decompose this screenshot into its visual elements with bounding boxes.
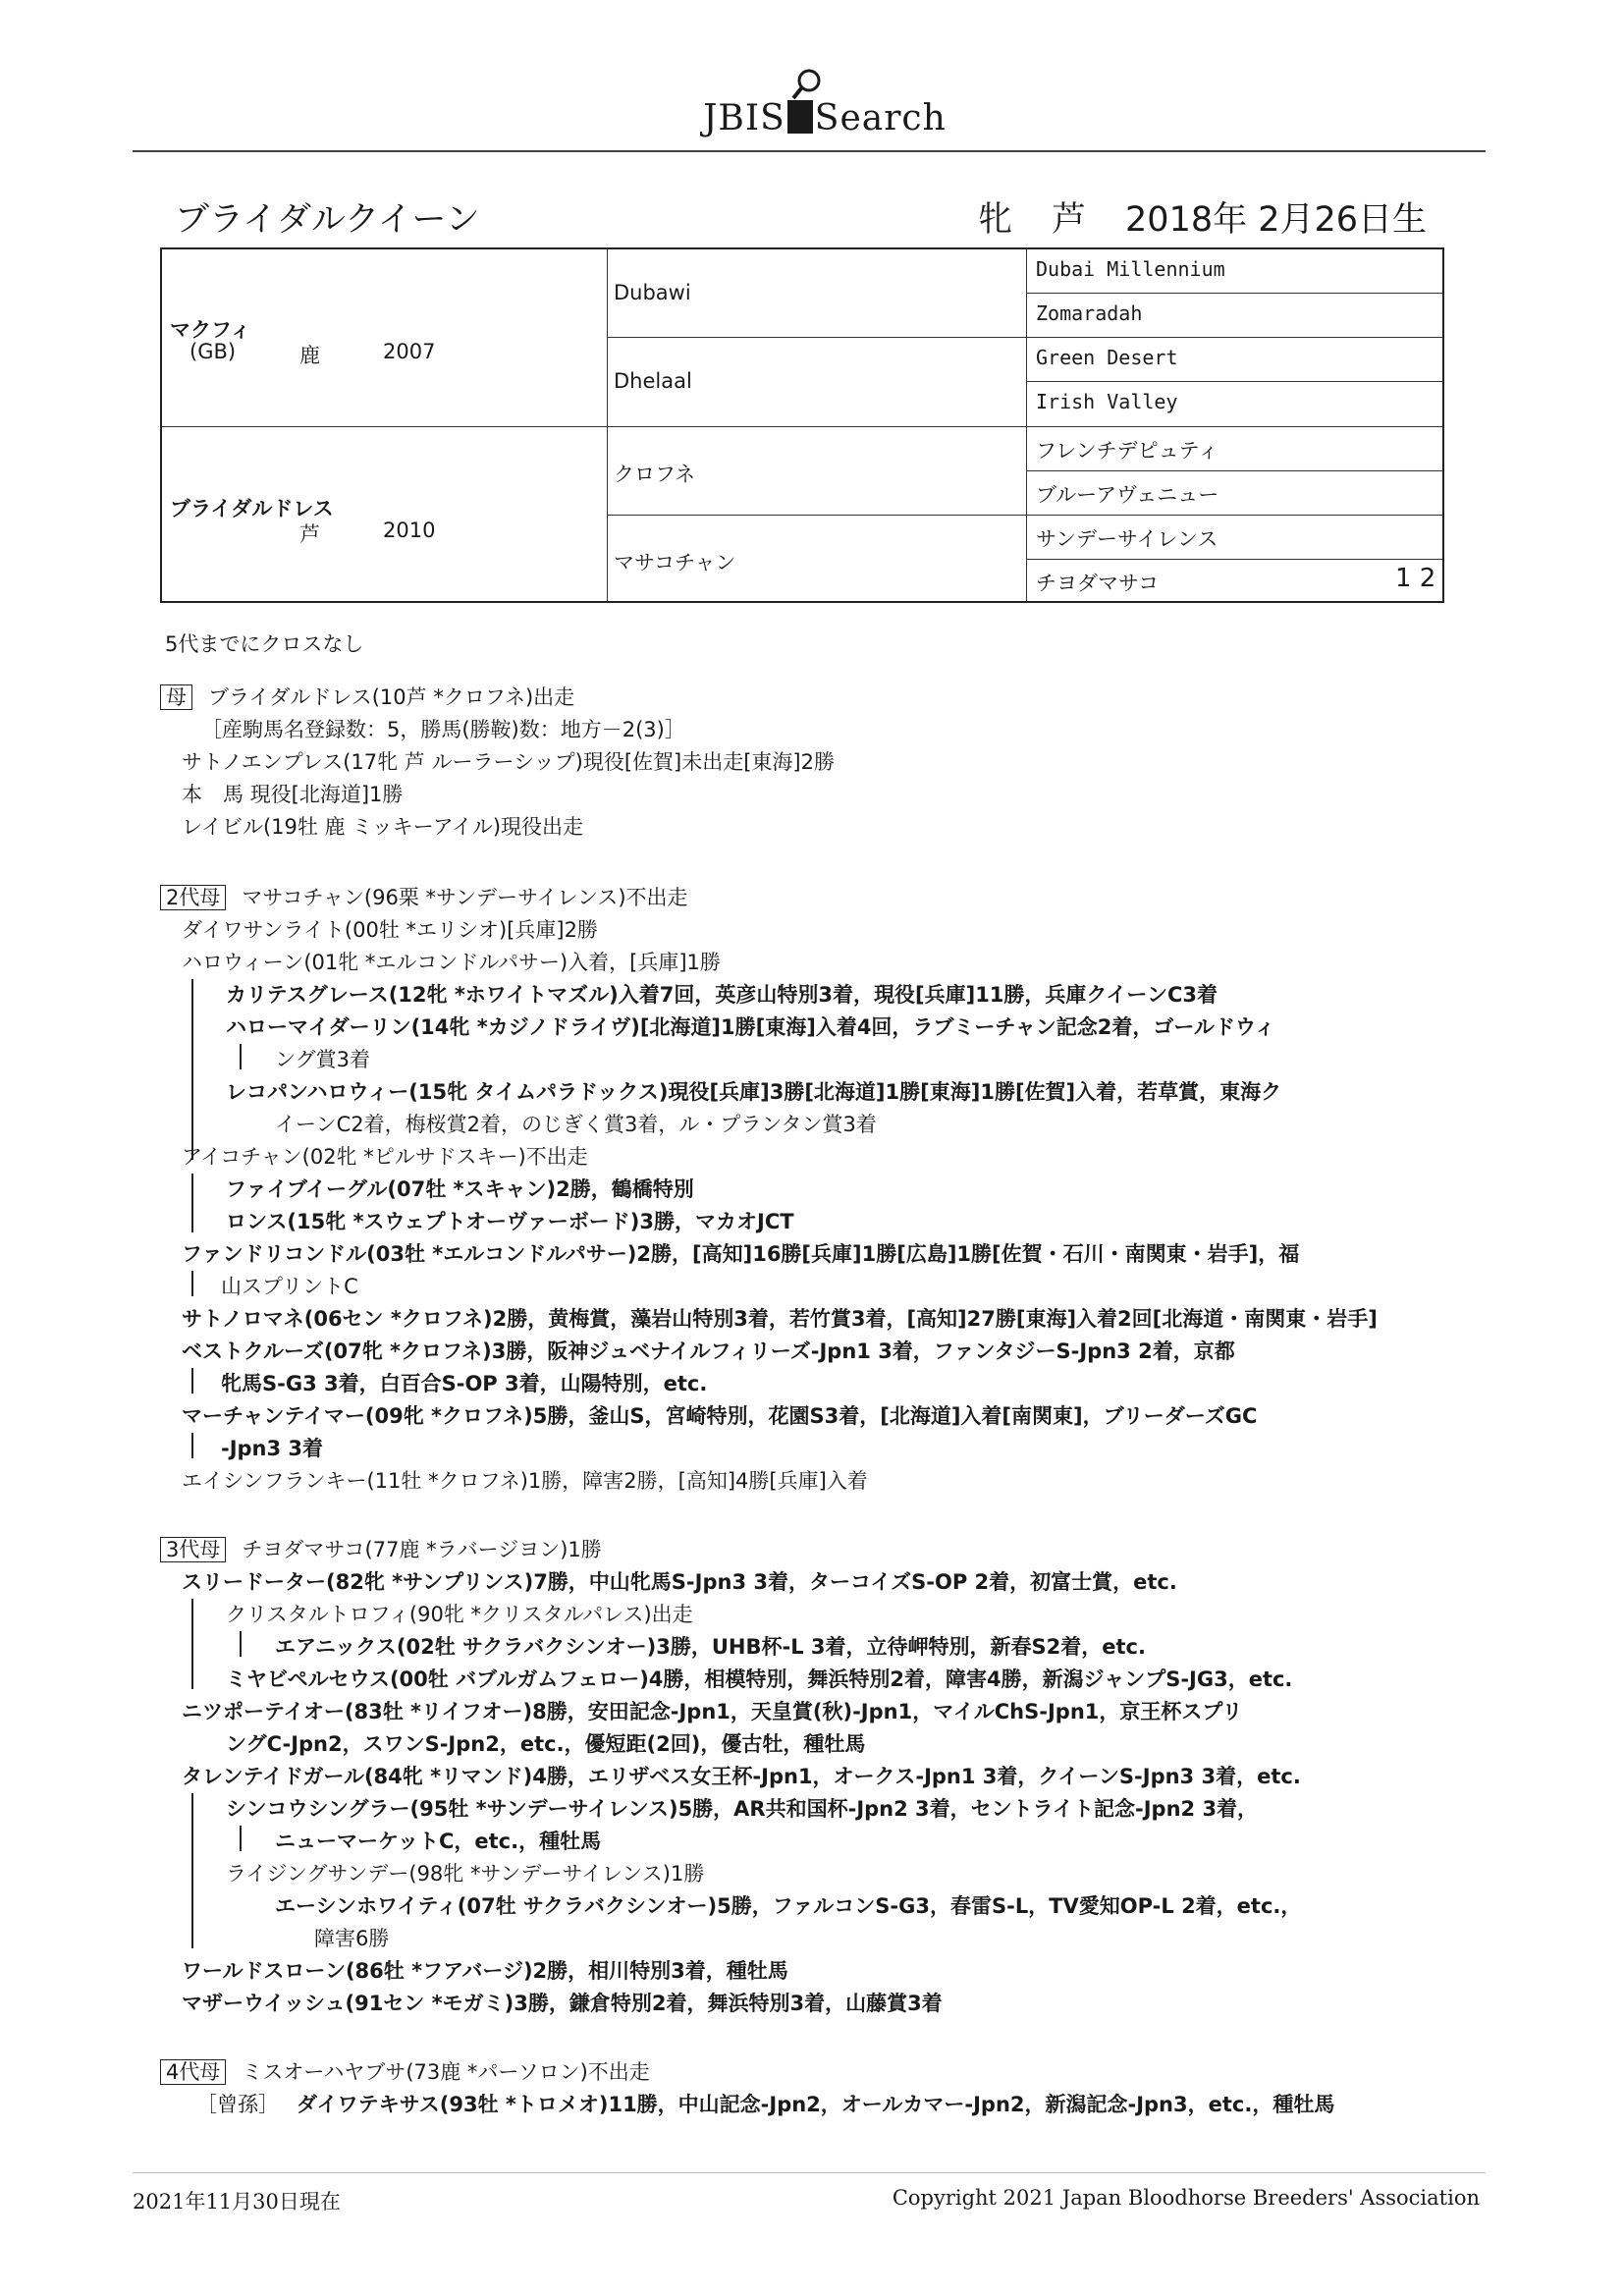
dam3-line-7: タレンテイドガール(84牝 *リマンド)4勝，エリザベス女王杯-Jpn1，オークス-Jpn1 3着，クイーンS-Jpn3 3着，etc. [182,1765,1301,1788]
sire-color: 鹿 [299,344,320,367]
dam2-line-11: ファンドリコンドル(03牡 *エルコンドルパサー)2勝，[高知]16勝[兵庫]1勝[広島]1勝[佐賀・石川・南関東・岩手]，福 [182,1242,1300,1266]
dam2-line-18: エイシンフランキー(11牡 *クロフネ)1勝，障害2勝，[高知]4勝[兵庫]入着 [182,1469,868,1493]
cross-note: 5代までにクロスなし [165,632,364,656]
gen3-2: Zomaradah [1036,301,1143,325]
gen3-8: チヨダマサコ [1036,572,1160,595]
dam2-line-5: ング賞3着 [275,1048,370,1071]
jbis-search-logo [703,98,947,138]
dam2-line-12: 山スプリントC [221,1275,358,1298]
dam3-line-8: シンコウシングラー(95牡 *サンデーサイレンス)5勝，AR共和国杯-Jpn2 3着，セントライト記念-Jpn2 3着， [226,1797,1259,1821]
gen2-sire-dam: Dhelaal [614,369,692,393]
dam3-head: チヨダマサコ(77鹿 *ラバージヨン)1勝 [242,1538,602,1561]
dam2-line-4: ハローマイダーリン(14牝 *カジノドライヴ)[北海道]1勝[東海]入着4回，ラブミーチャン記念2着，ゴールドウィ [226,1015,1275,1039]
dam-stats: ［産駒馬名登録数：5，勝馬(勝鞍)数：地方－2(3)］ [201,718,685,741]
dam2-line-8: アイコチャン(02牝 *ピルサドスキー)不出走 [182,1145,588,1169]
family-number: 1 2 [1395,564,1436,593]
gen2-dam-sire: クロフネ [614,463,696,486]
gen2-sire-sire: Dubawi [614,281,691,304]
gen3-5: フレンチデピュティ [1036,439,1218,463]
dam2-line-9: ファイブイーグル(07牡 *スキャン)2勝，鶴橋特別 [226,1177,694,1201]
sire-origin: (GB) [189,340,237,363]
dam3-line-3: エアニックス(02牡 サクラバクシンオー)3勝，UHB杯-L 3着，立待岬特別，新春S2着，etc. [275,1635,1146,1659]
dam2-line-16: マーチャンテイマー(09牝 *クロフネ)5勝，釜山S，宮崎特別，花園S3着，[北海道]入着[南関東]，ブリーダーズGC [182,1404,1258,1428]
section-label-dam3: 3代母 [160,1537,226,1562]
dam3-line-12: 障害6勝 [314,1927,390,1950]
dam2-line-10: ロンス(15牝 *スウェプトオーヴァーボード)3勝，マカオJCT [226,1210,794,1233]
gen3-1: Dubai Millennium [1036,257,1225,281]
dam2-line-1: ダイワサンライト(00牡 *エリシオ)[兵庫]2勝 [182,918,598,942]
section-label-dam4: 4代母 [160,2059,226,2085]
dam2-line-7: イーンC2着，梅桜賞2着，のじぎく賞3着，ル・プランタン賞3着 [275,1113,877,1136]
logo-right-text: Search [814,98,947,138]
dam3-line-5: ニツポーテイオー(83牡 *リイフオー)8勝，安田記念-Jpn1，天皇賞(秋)-Jpn1，マイルChS-Jpn1，京王杯スプリ [182,1700,1243,1723]
footer-copyright: Copyright 2021 Japan Bloodhorse Breeders' Association [892,2186,1480,2210]
horse-logo-icon [787,100,813,134]
gen3-4: Irish Valley [1036,390,1178,413]
sire-name: マクフィ [170,318,251,342]
dam2-line-17: -Jpn3 3着 [221,1437,324,1460]
gen3-7: サンデーサイレンス [1036,527,1218,551]
gen2-dam-dam: マサコチャン [614,551,736,574]
magnifier-icon [789,67,825,102]
gen3-3: Green Desert [1036,346,1178,369]
dam4-head: ミスオーハヤブサ(73鹿 *パーソロン)不出走 [242,2060,650,2084]
logo-left-text: JBIS [703,98,785,138]
dam3-line-13: ワールドスローン(86牡 *フアバージ)2勝，相川特別3着，種牡馬 [182,1959,788,1983]
footer-divider [133,2172,1486,2173]
horse-name: ブライダルクイーン [175,200,480,240]
sire-year: 2007 [383,340,436,363]
footer-date: 2021年11月30日現在 [133,2190,341,2214]
dam2-line-6: レコパンハロウィー(15牝 タイムパラドックス)現役[兵庫]3勝[北海道]1勝[東海]1勝[佐賀]入着，若草賞，東海ク [226,1080,1282,1104]
horse-sex: 牝 [978,200,1013,240]
section-label-dam: 母 [160,684,192,710]
dam3-line-11: エーシンホワイティ(07牡 サクラバクシンオー)5勝，ファルコンS-G3，春雷S-L，TV愛知OP-L 2着，etc.， [275,1894,1302,1918]
dam2-line-13: サトノロマネ(06セン *クロフネ)2勝，黄梅賞，藻岩山特別3着，若竹賞3着，[高知]27勝[東海]入着2回[北海道・南関東・岩手] [182,1307,1378,1331]
dam-foal-1: サトノエンプレス(17牝 芦 ルーラーシップ)現役[佐賀]未出走[東海]2勝 [182,750,835,774]
dam-year: 2010 [383,519,436,542]
dam4-line-1: ダイワテキサス(93牡 *トロメオ)11勝，中山記念-Jpn2，オールカマー-Jpn2，新潟記念-Jpn3，etc.，種牡馬 [297,2093,1335,2116]
section-label-dam2: 2代母 [160,885,226,910]
dam3-line-6: ングC-Jpn2，スワンS-Jpn2，etc.，優短距(2回)，優古牡，種牡馬 [226,1732,866,1756]
horse-info [978,192,1427,242]
dam2-line-15: 牝馬S-G3 3着，白百合S-OP 3着，山陽特別，etc. [221,1372,708,1395]
horse-color: 芦 [1052,200,1087,240]
header-divider [133,150,1486,152]
dam-name: ブライダルドレス [170,497,334,520]
dam2-head: マサコチャン(96栗 *サンデーサイレンス)不出走 [242,886,688,909]
gen3-6: ブルーアヴェニュー [1036,483,1219,507]
dam-head: ブライダルドレス(10芦 *クロフネ)出走 [208,685,575,709]
dam3-line-9: ニューマーケットC，etc.，種牡馬 [275,1830,602,1853]
dam3-line-14: マザーウイッシュ(91セン *モガミ)3勝，鎌倉特別2着，舞浜特別3着，山藤賞3着 [182,1992,943,2015]
dam3-line-2: クリスタルトロフィ(90牝 *クリスタルパレス)出走 [226,1603,693,1626]
dam3-line-10: ライジングサンデー(98牝 *サンデーサイレンス)1勝 [226,1862,705,1886]
dam-color: 芦 [299,522,320,546]
dam2-line-2: ハロウィーン(01牝 *エルコンドルパサー)入着，[兵庫]1勝 [182,951,721,974]
dam-foal-3: レイビル(19牡 鹿 ミッキーアイル)現役出走 [182,815,584,839]
dam-foal-2: 本 馬 現役[北海道]1勝 [182,783,404,806]
dam4-tag: ［曾孫］ [196,2093,279,2116]
pedigree-table [160,247,1444,603]
dam3-line-4: ミヤビペルセウス(00牡 バブルガムフェロー)4勝，相模特別，舞浜特別2着，障害4勝，新潟ジャンプS-JG3，etc. [226,1667,1293,1691]
dam2-line-14: ベストクルーズ(07牝 *クロフネ)3勝，阪神ジュベナイルフィリーズ-Jpn1 3着，ファンタジーS-Jpn3 2着，京都 [182,1339,1235,1363]
dam2-line-3: カリテスグレース(12牝 *ホワイトマズル)入着7回，英彦山特別3着，現役[兵庫]11勝，兵庫クイーンC3着 [226,983,1218,1007]
dam3-line-1: スリードーター(82牝 *サンプリンス)7勝，中山牝馬S-Jpn3 3着，ターコイズS-OP 2着，初富士賞，etc. [182,1570,1177,1594]
horse-birth: 2018年 2月26日生 [1125,200,1428,240]
